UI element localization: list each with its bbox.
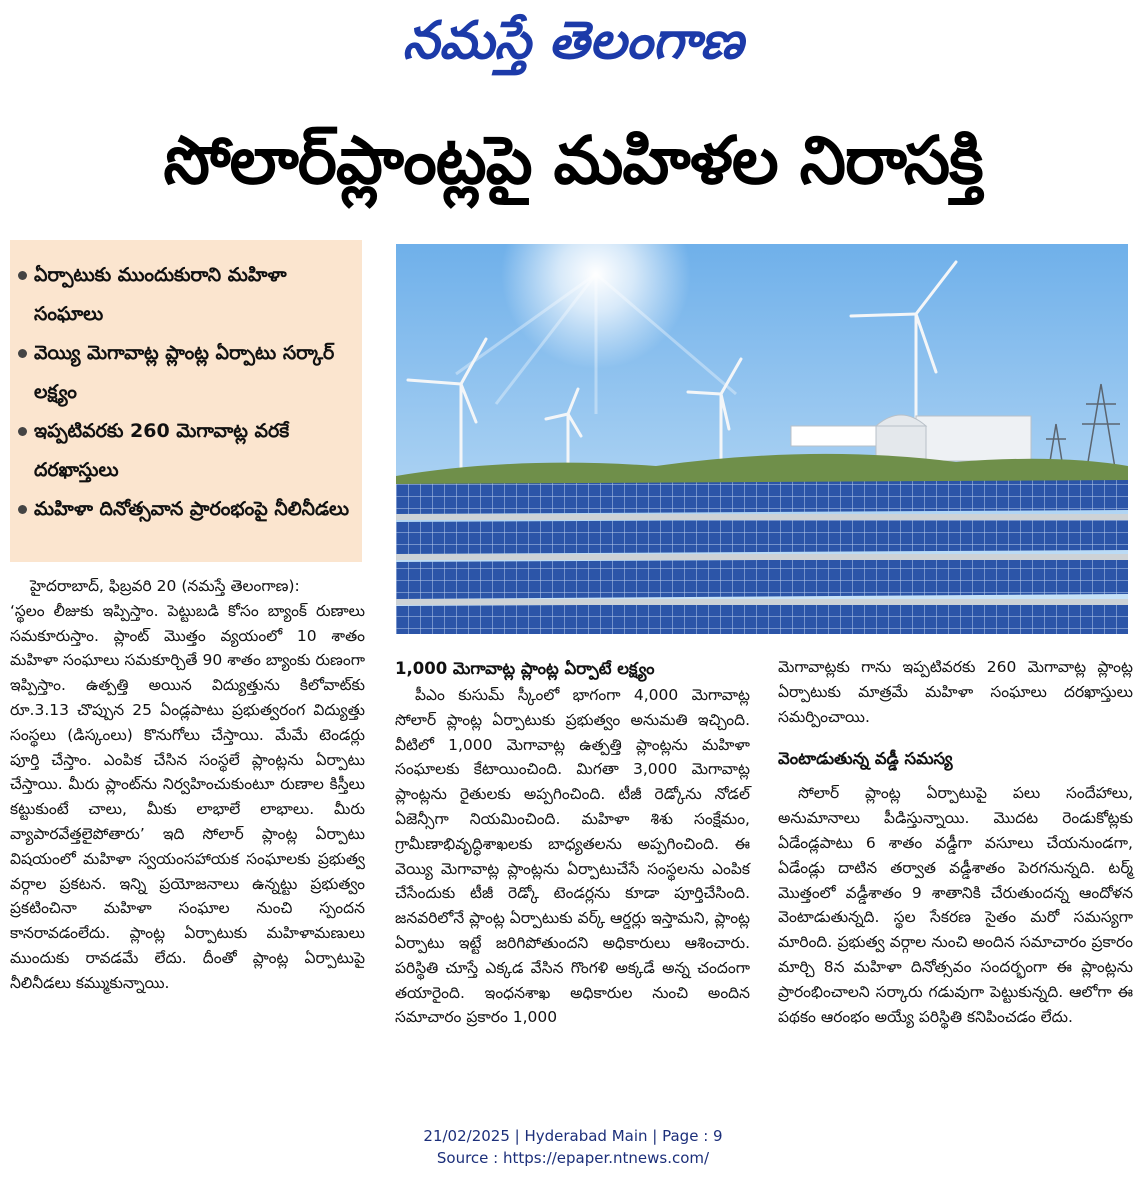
column-3-body: సోలార్‌ ప్లాంట్ల ఏర్పాటుపై పలు సందేహాలు, అనుమానాలు పీడిస్తున్నాయి. మొదట రెండుకోట్లకు ఏడేండ్లపాటు 6 శాతం వడ్డీగా వసూలు చేయనుండగా, ఏడేండ్లు దాటిన తర్వాత వడ్డీశాతం పెరగనున్నది. టర్మ్‌ మొత్తంలో వడ్డీశాతం 9 శాతానికి చేరుతుందన్న ఆందోళన వెంటాడుతున్నది. స్థల సేకరణ సైతం మరో సమస్యగా మారింది. ప్రభుత్వ వర్గాల నుంచి అందిన సమాచారం ప్రకారం మార్చి 8న మహిళా దినోత్సవం సందర్భంగా ఈ ప్లాంట్లను ప్రారంభించాలని సర్కారు గడువుగా పెట్టుకున్నది. ఆలోగా ఈ పథకం ఆరంభం అయ్యే పరిస్థితి కనిపించడం లేదు.	[778, 784, 1133, 1026]
column-2-body: పీఎం కుసుమ్‌ స్కీంలో భాగంగా 4,000 మెగావాట్ల సోలార్‌ ప్లాంట్ల ఏర్పాటుకు ప్రభుత్వం అనుమతి ఇచ్చింది. వీటిలో 1,000 మెగావాట్ల ఉత్పత్తి ప్లాంట్లను మహిళా సంఘాలకు కేటాయించింది. మిగతా 3,000 మెగావాట్ల ప్లాంట్లను రైతులకు అప్పగించింది. టీజీ రెడ్కోను నోడల్‌ ఏజెన్సీగా నియమించింది. మహిళా శిశు సంక్షేమం, గ్రామీణాభివృద్ధిశాఖలకు బాధ్యతలను అప్పగించింది. ఈ వెయ్యి మెగావాట్ల ప్లాంట్లను ఏర్పాటుచేసే సంస్థలను ఎంపిక చేసేందుకు టీజీ రెడ్కో టెండర్లను కూడా పూర్తిచేసింది. జనవరిలోనే ప్లాంట్ల ఏర్పాటుకు వర్క్‌ ఆర్డర్లు ఇస్తామని, ప్లాంట్ల ఏర్పాటు ఇట్టే జరిగిపోతుందని అధికారులు ఆశించారు. పరిస్థితి చూస్తే ఎక్కడ వేసిన గొంగళి అక్కడే అన్న చందంగా తయారైంది. ఇంధనశాఖ అధికారుల నుంచి అందిన సమాచారం ప్రకారం 1,000	[395, 686, 751, 1027]
subheading-interest: వెంటాడుతున్న వడ్డీ సమస్య	[778, 749, 953, 769]
highlights-list	[10, 240, 362, 529]
column-3-body-intro: మెగావాట్లకు గాను ఇప్పటివరకు 260 మెగావాట్ల ప్లాంట్ల ఏర్పాటుకు మాత్రమే మహిళా సంఘాలు దరఖాస్తులు సమర్పించాయి.	[778, 658, 1133, 726]
column-1-body: ‘స్థలం లీజుకు ఇప్పిస్తాం. పెట్టుబడి కోసం బ్యాంక్‌ రుణాలు సమకూరుస్తాం. ప్లాంట్‌ మొత్తం వ్యయంలో 10 శాతం మహిళా సంఘాలు సమకూర్చితే 90 శాతం బ్యాంకు రుణంగా ఇప్పిస్తాం. ఉత్పత్తి అయిన విద్యుత్తును కిలోవాట్‌కు రూ.3.13 చొప్పున 25 ఏండ్లపాటు ప్రభుత్వరంగ విద్యుత్తు సంస్థలు (డిస్కంలు) కొనుగోలు చేస్తాయి. మేమే టెండర్లు పూర్తి చేస్తాం. ఎంపిక చేసిన సంస్థలే ప్లాంట్లను ఏర్పాటు చేస్తాయి. మీరు ప్లాంట్‌ను నిర్వహించుకుంటూ రుణాల కిస్తీలు కట్టుకుంటే చాలు, మీకు లాభాలే లాభాలు. మీరు వ్యాపారవేత్తలైపోతారు’ ఇది సోలార్‌ ప్లాంట్ల ఏర్పాటు విషయంలో మహిళా స్వయంసహాయక సంఘాలకు ప్రభుత్వ వర్గాల ప్రకటన. ఇన్ని ప్రయోజనాలు ఉన్నట్టు ప్రభుత్వం ప్రకటించినా మహిళా సంఘాల నుంచి స్పందన కానరావడంలేదు. ప్లాంట్ల ఏర్పాటుకు మహిళామణులు ముందుకు రావడమే లేదు. దీంతో ప్లాంట్ల ఏర్పాటుపై నీలినీడలు కమ్ముకున్నాయి.	[10, 601, 365, 992]
source-link[interactable]: Source : https://epaper.ntnews.com/	[436, 1149, 710, 1167]
solar-farm-photo	[396, 244, 1128, 634]
highlight-text: ఏర్పాటుకు ముందుకురాని మహిళా సంఘాలు	[34, 264, 287, 325]
page-info: 21/02/2025 | Hyderabad Main | Page : 9	[423, 1127, 723, 1145]
bullet-icon	[18, 271, 27, 280]
bullet-icon	[18, 349, 27, 358]
highlight-text: ఇప్పటివరకు 260 మెగావాట్ల వరకే దరఖాస్తులు	[34, 420, 290, 481]
highlight-text: మహిళా దినోత్సవాన ప్రారంభంపై నీలినీడలు	[34, 498, 350, 520]
dateline: హైదరాబాద్‌, ఫిబ్రవరి 20 (నమస్తే తెలంగాణ):	[30, 577, 300, 595]
highlight-item	[34, 412, 356, 490]
article-column-2	[395, 655, 750, 1030]
highlights-box	[10, 240, 362, 562]
solar-farm-illustration	[396, 244, 1128, 634]
bullet-icon	[18, 505, 27, 514]
article-column-3	[778, 655, 1133, 1029]
highlight-item	[34, 256, 356, 334]
highlight-text: వెయ్యి మెగావాట్ల ప్లాంట్ల ఏర్పాటు సర్కార్‌ లక్ష్యం	[34, 342, 335, 403]
highlight-item	[34, 490, 356, 529]
article-column-1	[10, 574, 365, 996]
bullet-icon	[18, 427, 27, 436]
subheading-target: 1,000 మెగావాట్ల ప్లాంట్ల ఏర్పాటే లక్ష్యం	[395, 659, 655, 678]
masthead: నమస్తే తెలంగాణ	[402, 10, 744, 71]
highlight-item	[34, 334, 356, 412]
headline: సోలార్‌ప్లాంట్లపై మహిళల నిరాసక్తి	[163, 122, 983, 199]
